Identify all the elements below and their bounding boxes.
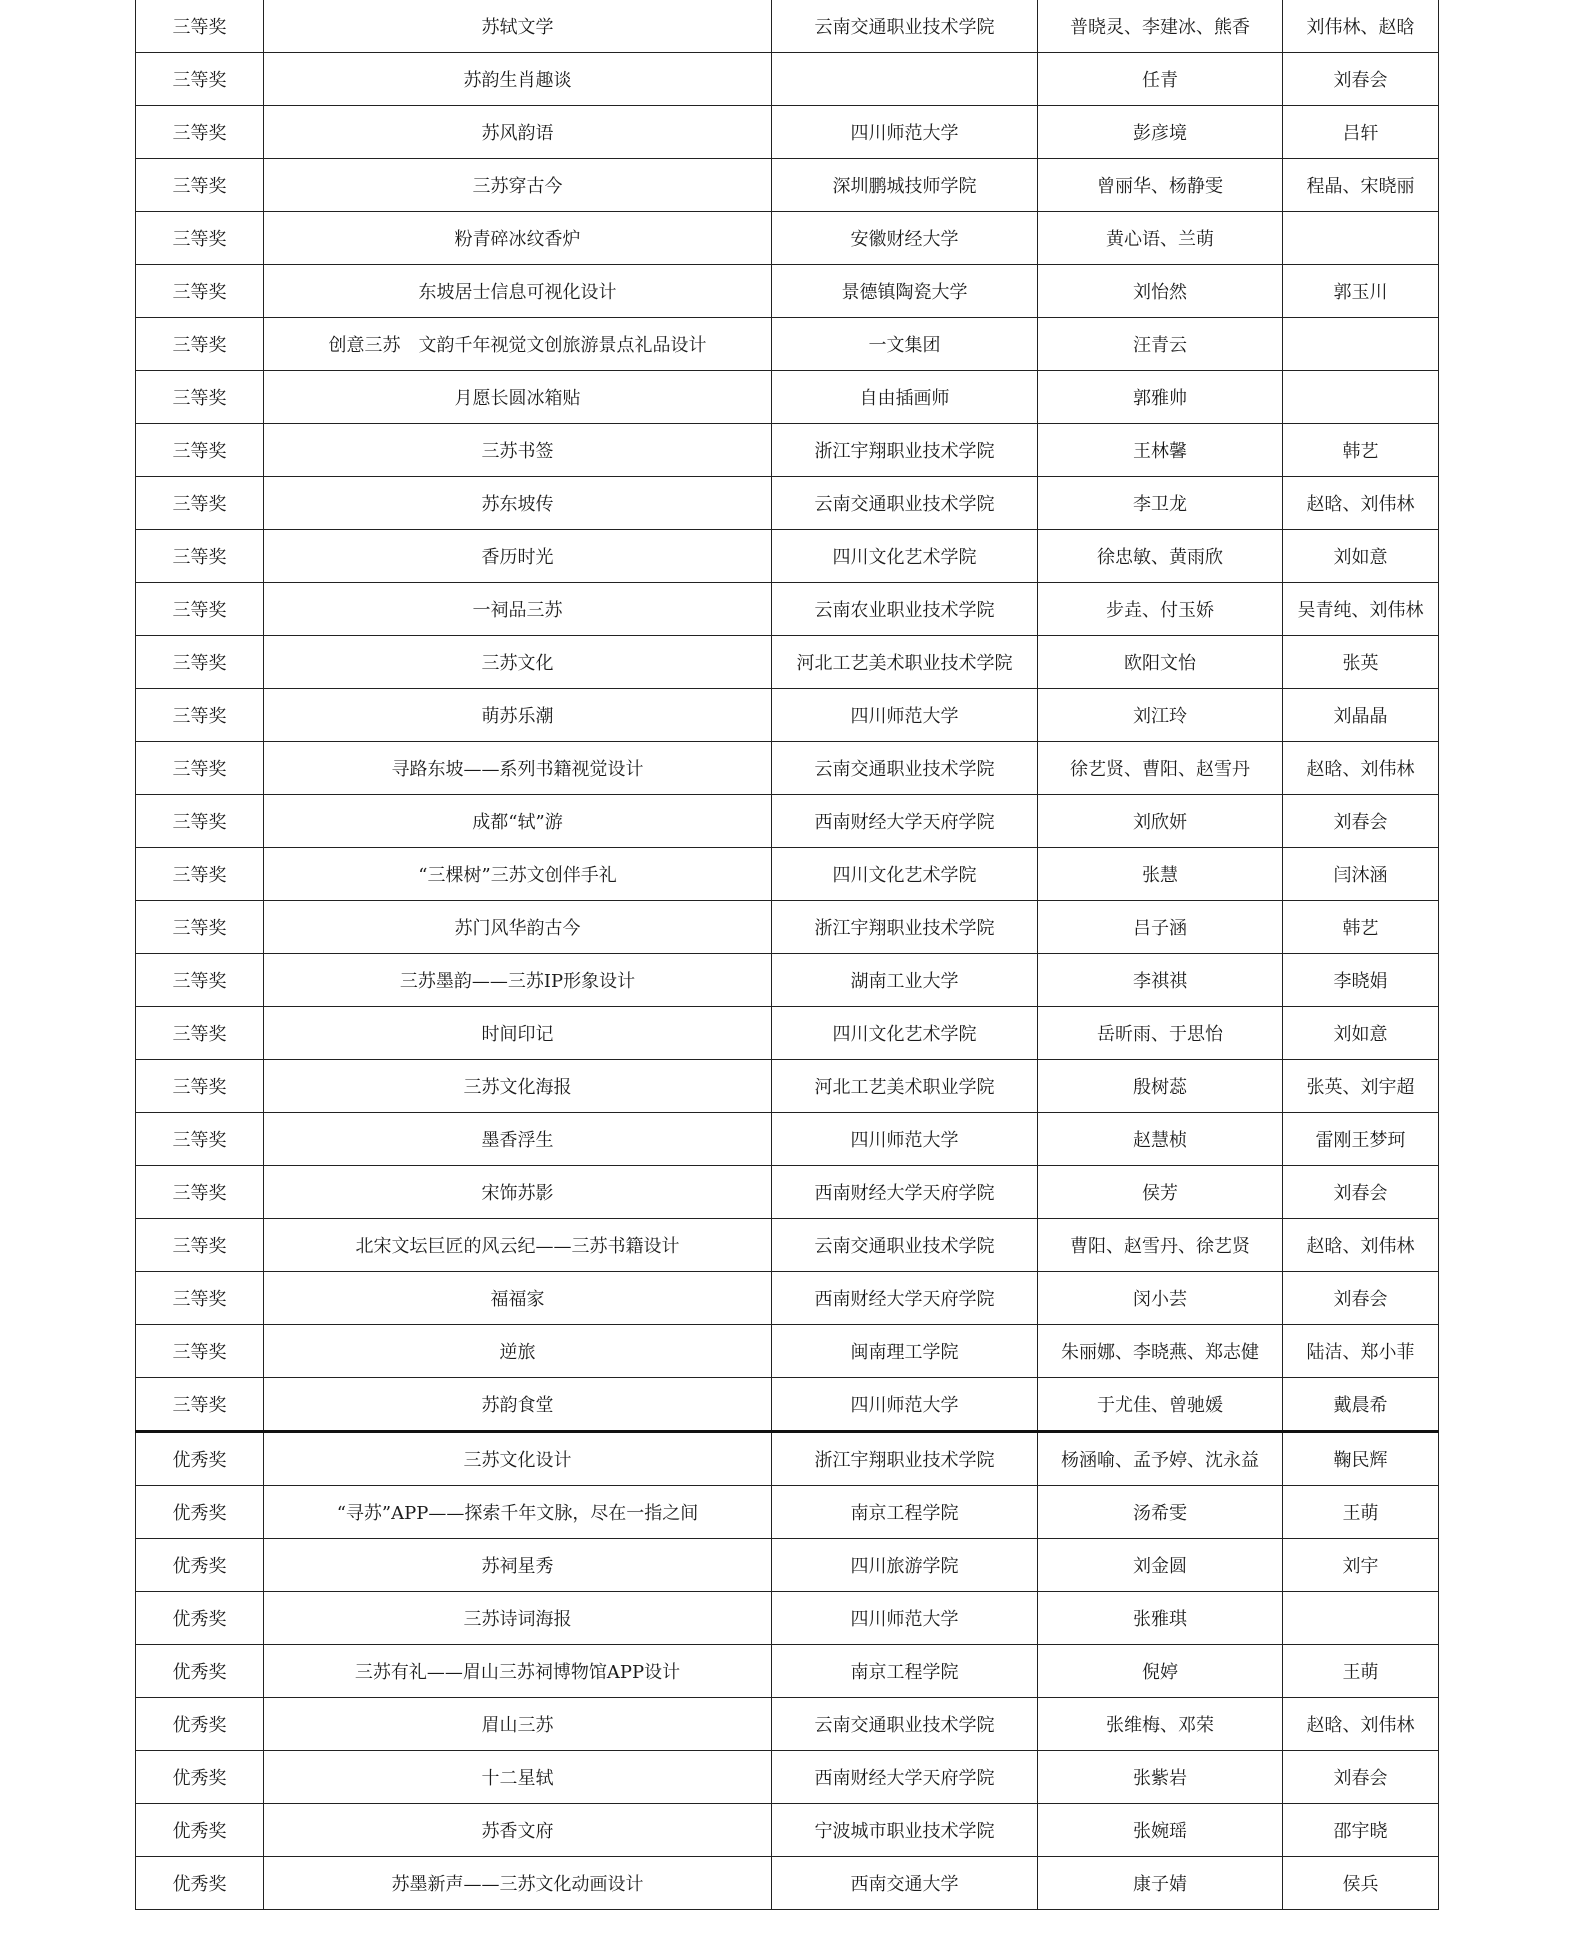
work-title-cell: 三苏墨韵——三苏IP形象设计: [264, 954, 772, 1007]
work-title-cell: 北宋文坛巨匠的风云纪——三苏书籍设计: [264, 1219, 772, 1272]
authors-cell: 于尤佳、曾驰媛: [1038, 1378, 1283, 1432]
advisor-cell: 韩艺: [1283, 424, 1439, 477]
authors-cell: 刘欣妍: [1038, 795, 1283, 848]
authors-cell: 岳昕雨、于思怡: [1038, 1007, 1283, 1060]
table-row: [136, 1539, 1439, 1592]
advisor-cell: 刘如意: [1283, 530, 1439, 583]
institution-cell: 南京工程学院: [772, 1486, 1038, 1539]
table-row: [136, 530, 1439, 583]
award-cell: 三等奖: [136, 1378, 264, 1432]
table-row: [136, 1060, 1439, 1113]
award-cell: 优秀奖: [136, 1539, 264, 1592]
advisor-cell: 刘晶晶: [1283, 689, 1439, 742]
award-cell: 三等奖: [136, 1007, 264, 1060]
authors-cell: 汤希雯: [1038, 1486, 1283, 1539]
advisor-cell: 张英: [1283, 636, 1439, 689]
institution-cell: 四川文化艺术学院: [772, 848, 1038, 901]
work-title-cell: 苏祠星秀: [264, 1539, 772, 1592]
authors-cell: 吕子涵: [1038, 901, 1283, 954]
institution-cell: 云南交通职业技术学院: [772, 1219, 1038, 1272]
institution-cell: 四川师范大学: [772, 1113, 1038, 1166]
authors-cell: 张慧: [1038, 848, 1283, 901]
table-row: [136, 1272, 1439, 1325]
award-cell: 三等奖: [136, 424, 264, 477]
work-title-cell: 三苏有礼——眉山三苏祠博物馆APP设计: [264, 1645, 772, 1698]
award-cell: 优秀奖: [136, 1751, 264, 1804]
work-title-cell: “寻苏”APP——探索千年文脉，尽在一指之间: [264, 1486, 772, 1539]
authors-cell: 杨涵喻、孟予婷、沈永益: [1038, 1432, 1283, 1486]
award-cell: 优秀奖: [136, 1432, 264, 1486]
work-title-cell: 粉青碎冰纹香炉: [264, 212, 772, 265]
award-cell: 优秀奖: [136, 1804, 264, 1857]
work-title-cell: 苏东坡传: [264, 477, 772, 530]
authors-cell: 彭彦境: [1038, 106, 1283, 159]
authors-cell: 张婉瑶: [1038, 1804, 1283, 1857]
table-row: [136, 901, 1439, 954]
table-row: [136, 689, 1439, 742]
advisor-cell: 刘春会: [1283, 1166, 1439, 1219]
advisor-cell: 侯兵: [1283, 1857, 1439, 1910]
institution-cell: 四川师范大学: [772, 689, 1038, 742]
advisor-cell: 邵宇晓: [1283, 1804, 1439, 1857]
authors-cell: 步垚、付玉娇: [1038, 583, 1283, 636]
work-title-cell: 苏轼文学: [264, 0, 772, 53]
work-title-cell: 寻路东坡——系列书籍视觉设计: [264, 742, 772, 795]
advisor-cell: 刘春会: [1283, 795, 1439, 848]
work-title-cell: 创意三苏 文韵千年视觉文创旅游景点礼品设计: [264, 318, 772, 371]
institution-cell: 四川师范大学: [772, 1592, 1038, 1645]
award-cell: 三等奖: [136, 212, 264, 265]
advisor-cell: 赵晗、刘伟林: [1283, 1219, 1439, 1272]
table-row: [136, 795, 1439, 848]
table-row: [136, 1378, 1439, 1432]
table-row: [136, 477, 1439, 530]
authors-cell: 赵慧桢: [1038, 1113, 1283, 1166]
award-cell: 优秀奖: [136, 1486, 264, 1539]
advisor-cell: 王萌: [1283, 1645, 1439, 1698]
institution-cell: 四川师范大学: [772, 1378, 1038, 1432]
award-cell: 三等奖: [136, 318, 264, 371]
table-row: [136, 1857, 1439, 1910]
institution-cell: 浙江宇翔职业技术学院: [772, 1432, 1038, 1486]
authors-cell: 殷树蕊: [1038, 1060, 1283, 1113]
authors-cell: 倪婷: [1038, 1645, 1283, 1698]
table-row: [136, 371, 1439, 424]
award-cell: 三等奖: [136, 742, 264, 795]
institution-cell: 四川文化艺术学院: [772, 1007, 1038, 1060]
authors-cell: 李祺祺: [1038, 954, 1283, 1007]
award-cell: 优秀奖: [136, 1592, 264, 1645]
table-row: [136, 53, 1439, 106]
award-cell: 三等奖: [136, 1272, 264, 1325]
table-row: [136, 0, 1439, 53]
work-title-cell: 墨香浮生: [264, 1113, 772, 1166]
work-title-cell: “三棵树”三苏文创伴手礼: [264, 848, 772, 901]
institution-cell: 浙江宇翔职业技术学院: [772, 424, 1038, 477]
authors-cell: 闵小芸: [1038, 1272, 1283, 1325]
institution-cell: 景德镇陶瓷大学: [772, 265, 1038, 318]
advisor-cell: [1283, 1592, 1439, 1645]
institution-cell: 西南财经大学天府学院: [772, 1751, 1038, 1804]
institution-cell: 云南交通职业技术学院: [772, 1698, 1038, 1751]
table-row: [136, 1751, 1439, 1804]
advisor-cell: 张英、刘宇超: [1283, 1060, 1439, 1113]
awards-table-body: [136, 0, 1439, 1910]
institution-cell: 四川文化艺术学院: [772, 530, 1038, 583]
award-cell: 三等奖: [136, 265, 264, 318]
advisor-cell: 刘春会: [1283, 53, 1439, 106]
table-row: [136, 1486, 1439, 1539]
authors-cell: 刘怡然: [1038, 265, 1283, 318]
table-row: [136, 636, 1439, 689]
award-cell: 三等奖: [136, 530, 264, 583]
institution-cell: 西南财经大学天府学院: [772, 1166, 1038, 1219]
work-title-cell: 宋饰苏影: [264, 1166, 772, 1219]
table-row: [136, 1325, 1439, 1378]
authors-cell: 徐忠敏、黄雨欣: [1038, 530, 1283, 583]
award-cell: 三等奖: [136, 636, 264, 689]
work-title-cell: 三苏诗词海报: [264, 1592, 772, 1645]
authors-cell: 曾丽华、杨静雯: [1038, 159, 1283, 212]
table-row: [136, 318, 1439, 371]
advisor-cell: 鞠民辉: [1283, 1432, 1439, 1486]
advisor-cell: 雷刚王梦珂: [1283, 1113, 1439, 1166]
work-title-cell: 月愿长圆冰箱贴: [264, 371, 772, 424]
table-row: [136, 106, 1439, 159]
authors-cell: 康子婧: [1038, 1857, 1283, 1910]
work-title-cell: 苏墨新声——三苏文化动画设计: [264, 1857, 772, 1910]
table-row: [136, 1007, 1439, 1060]
work-title-cell: 三苏穿古今: [264, 159, 772, 212]
authors-cell: 刘金圆: [1038, 1539, 1283, 1592]
advisor-cell: [1283, 371, 1439, 424]
table-row: [136, 848, 1439, 901]
institution-cell: 西南财经大学天府学院: [772, 795, 1038, 848]
authors-cell: 曹阳、赵雪丹、徐艺贤: [1038, 1219, 1283, 1272]
work-title-cell: 香历时光: [264, 530, 772, 583]
award-cell: 三等奖: [136, 106, 264, 159]
advisor-cell: 吕轩: [1283, 106, 1439, 159]
work-title-cell: 苏韵生肖趣谈: [264, 53, 772, 106]
award-cell: 三等奖: [136, 1060, 264, 1113]
advisor-cell: [1283, 212, 1439, 265]
authors-cell: 张雅琪: [1038, 1592, 1283, 1645]
work-title-cell: 十二星轼: [264, 1751, 772, 1804]
document-page: [135, 0, 1438, 1910]
authors-cell: 郭雅帅: [1038, 371, 1283, 424]
authors-cell: 欧阳文怡: [1038, 636, 1283, 689]
work-title-cell: 三苏文化: [264, 636, 772, 689]
institution-cell: 云南农业职业技术学院: [772, 583, 1038, 636]
advisor-cell: 赵晗、刘伟林: [1283, 742, 1439, 795]
table-row: [136, 212, 1439, 265]
institution-cell: 闽南理工学院: [772, 1325, 1038, 1378]
institution-cell: 一文集团: [772, 318, 1038, 371]
award-cell: 优秀奖: [136, 1857, 264, 1910]
award-cell: 优秀奖: [136, 1698, 264, 1751]
institution-cell: 云南交通职业技术学院: [772, 742, 1038, 795]
award-cell: 优秀奖: [136, 1645, 264, 1698]
advisor-cell: 李晓娟: [1283, 954, 1439, 1007]
advisor-cell: 吴青纯、刘伟林: [1283, 583, 1439, 636]
work-title-cell: 萌苏乐潮: [264, 689, 772, 742]
award-cell: 三等奖: [136, 1325, 264, 1378]
table-row: [136, 159, 1439, 212]
authors-cell: 徐艺贤、曹阳、赵雪丹: [1038, 742, 1283, 795]
institution-cell: 深圳鹏城技师学院: [772, 159, 1038, 212]
table-row: [136, 265, 1439, 318]
advisor-cell: 刘伟林、赵晗: [1283, 0, 1439, 53]
work-title-cell: 一祠品三苏: [264, 583, 772, 636]
work-title-cell: 三苏文化海报: [264, 1060, 772, 1113]
award-cell: 三等奖: [136, 159, 264, 212]
authors-cell: 张维梅、邓荣: [1038, 1698, 1283, 1751]
advisor-cell: 陆洁、郑小菲: [1283, 1325, 1439, 1378]
advisor-cell: [1283, 318, 1439, 371]
authors-cell: 朱丽娜、李晓燕、郑志健: [1038, 1325, 1283, 1378]
authors-cell: 李卫龙: [1038, 477, 1283, 530]
award-cell: 三等奖: [136, 954, 264, 1007]
institution-cell: 西南财经大学天府学院: [772, 1272, 1038, 1325]
award-cell: 三等奖: [136, 583, 264, 636]
authors-cell: 黄心语、兰萌: [1038, 212, 1283, 265]
award-cell: 三等奖: [136, 901, 264, 954]
work-title-cell: 苏韵食堂: [264, 1378, 772, 1432]
advisor-cell: 韩艺: [1283, 901, 1439, 954]
authors-cell: 张紫岩: [1038, 1751, 1283, 1804]
award-cell: 三等奖: [136, 1219, 264, 1272]
institution-cell: 四川旅游学院: [772, 1539, 1038, 1592]
award-cell: 三等奖: [136, 689, 264, 742]
table-row: [136, 1592, 1439, 1645]
table-row: [136, 583, 1439, 636]
table-row: [136, 1219, 1439, 1272]
advisor-cell: 戴晨希: [1283, 1378, 1439, 1432]
work-title-cell: 逆旅: [264, 1325, 772, 1378]
advisor-cell: 刘宇: [1283, 1539, 1439, 1592]
work-title-cell: 三苏文化设计: [264, 1432, 772, 1486]
institution-cell: 自由插画师: [772, 371, 1038, 424]
authors-cell: 汪青云: [1038, 318, 1283, 371]
advisor-cell: 王萌: [1283, 1486, 1439, 1539]
work-title-cell: 眉山三苏: [264, 1698, 772, 1751]
work-title-cell: 苏风韵语: [264, 106, 772, 159]
institution-cell: 云南交通职业技术学院: [772, 0, 1038, 53]
institution-cell: 西南交通大学: [772, 1857, 1038, 1910]
institution-cell: 河北工艺美术职业技术学院: [772, 636, 1038, 689]
award-cell: 三等奖: [136, 477, 264, 530]
advisor-cell: 程晶、宋晓丽: [1283, 159, 1439, 212]
institution-cell: 四川师范大学: [772, 106, 1038, 159]
advisor-cell: 刘春会: [1283, 1751, 1439, 1804]
authors-cell: 王林馨: [1038, 424, 1283, 477]
work-title-cell: 成都“轼”游: [264, 795, 772, 848]
work-title-cell: 福福家: [264, 1272, 772, 1325]
table-row: [136, 1166, 1439, 1219]
authors-cell: 侯芳: [1038, 1166, 1283, 1219]
table-row: [136, 954, 1439, 1007]
advisor-cell: 刘春会: [1283, 1272, 1439, 1325]
table-row: [136, 1432, 1439, 1486]
authors-cell: 普晓灵、李建冰、熊香: [1038, 0, 1283, 53]
table-row: [136, 424, 1439, 477]
table-row: [136, 1804, 1439, 1857]
award-cell: 三等奖: [136, 0, 264, 53]
table-row: [136, 1113, 1439, 1166]
institution-cell: 安徽财经大学: [772, 212, 1038, 265]
award-cell: 三等奖: [136, 795, 264, 848]
awards-table: [135, 0, 1439, 1910]
table-row: [136, 1645, 1439, 1698]
award-cell: 三等奖: [136, 53, 264, 106]
institution-cell: [772, 53, 1038, 106]
advisor-cell: 赵晗、刘伟林: [1283, 1698, 1439, 1751]
award-cell: 三等奖: [136, 1166, 264, 1219]
table-row: [136, 742, 1439, 795]
advisor-cell: 闫沐涵: [1283, 848, 1439, 901]
institution-cell: 南京工程学院: [772, 1645, 1038, 1698]
work-title-cell: 时间印记: [264, 1007, 772, 1060]
work-title-cell: 三苏书签: [264, 424, 772, 477]
authors-cell: 刘江玲: [1038, 689, 1283, 742]
institution-cell: 宁波城市职业技术学院: [772, 1804, 1038, 1857]
advisor-cell: 赵晗、刘伟林: [1283, 477, 1439, 530]
institution-cell: 云南交通职业技术学院: [772, 477, 1038, 530]
work-title-cell: 苏门风华韵古今: [264, 901, 772, 954]
table-row: [136, 1698, 1439, 1751]
award-cell: 三等奖: [136, 848, 264, 901]
work-title-cell: 东坡居士信息可视化设计: [264, 265, 772, 318]
award-cell: 三等奖: [136, 1113, 264, 1166]
authors-cell: 任青: [1038, 53, 1283, 106]
advisor-cell: 刘如意: [1283, 1007, 1439, 1060]
institution-cell: 河北工艺美术职业学院: [772, 1060, 1038, 1113]
award-cell: 三等奖: [136, 371, 264, 424]
institution-cell: 湖南工业大学: [772, 954, 1038, 1007]
work-title-cell: 苏香文府: [264, 1804, 772, 1857]
institution-cell: 浙江宇翔职业技术学院: [772, 901, 1038, 954]
advisor-cell: 郭玉川: [1283, 265, 1439, 318]
